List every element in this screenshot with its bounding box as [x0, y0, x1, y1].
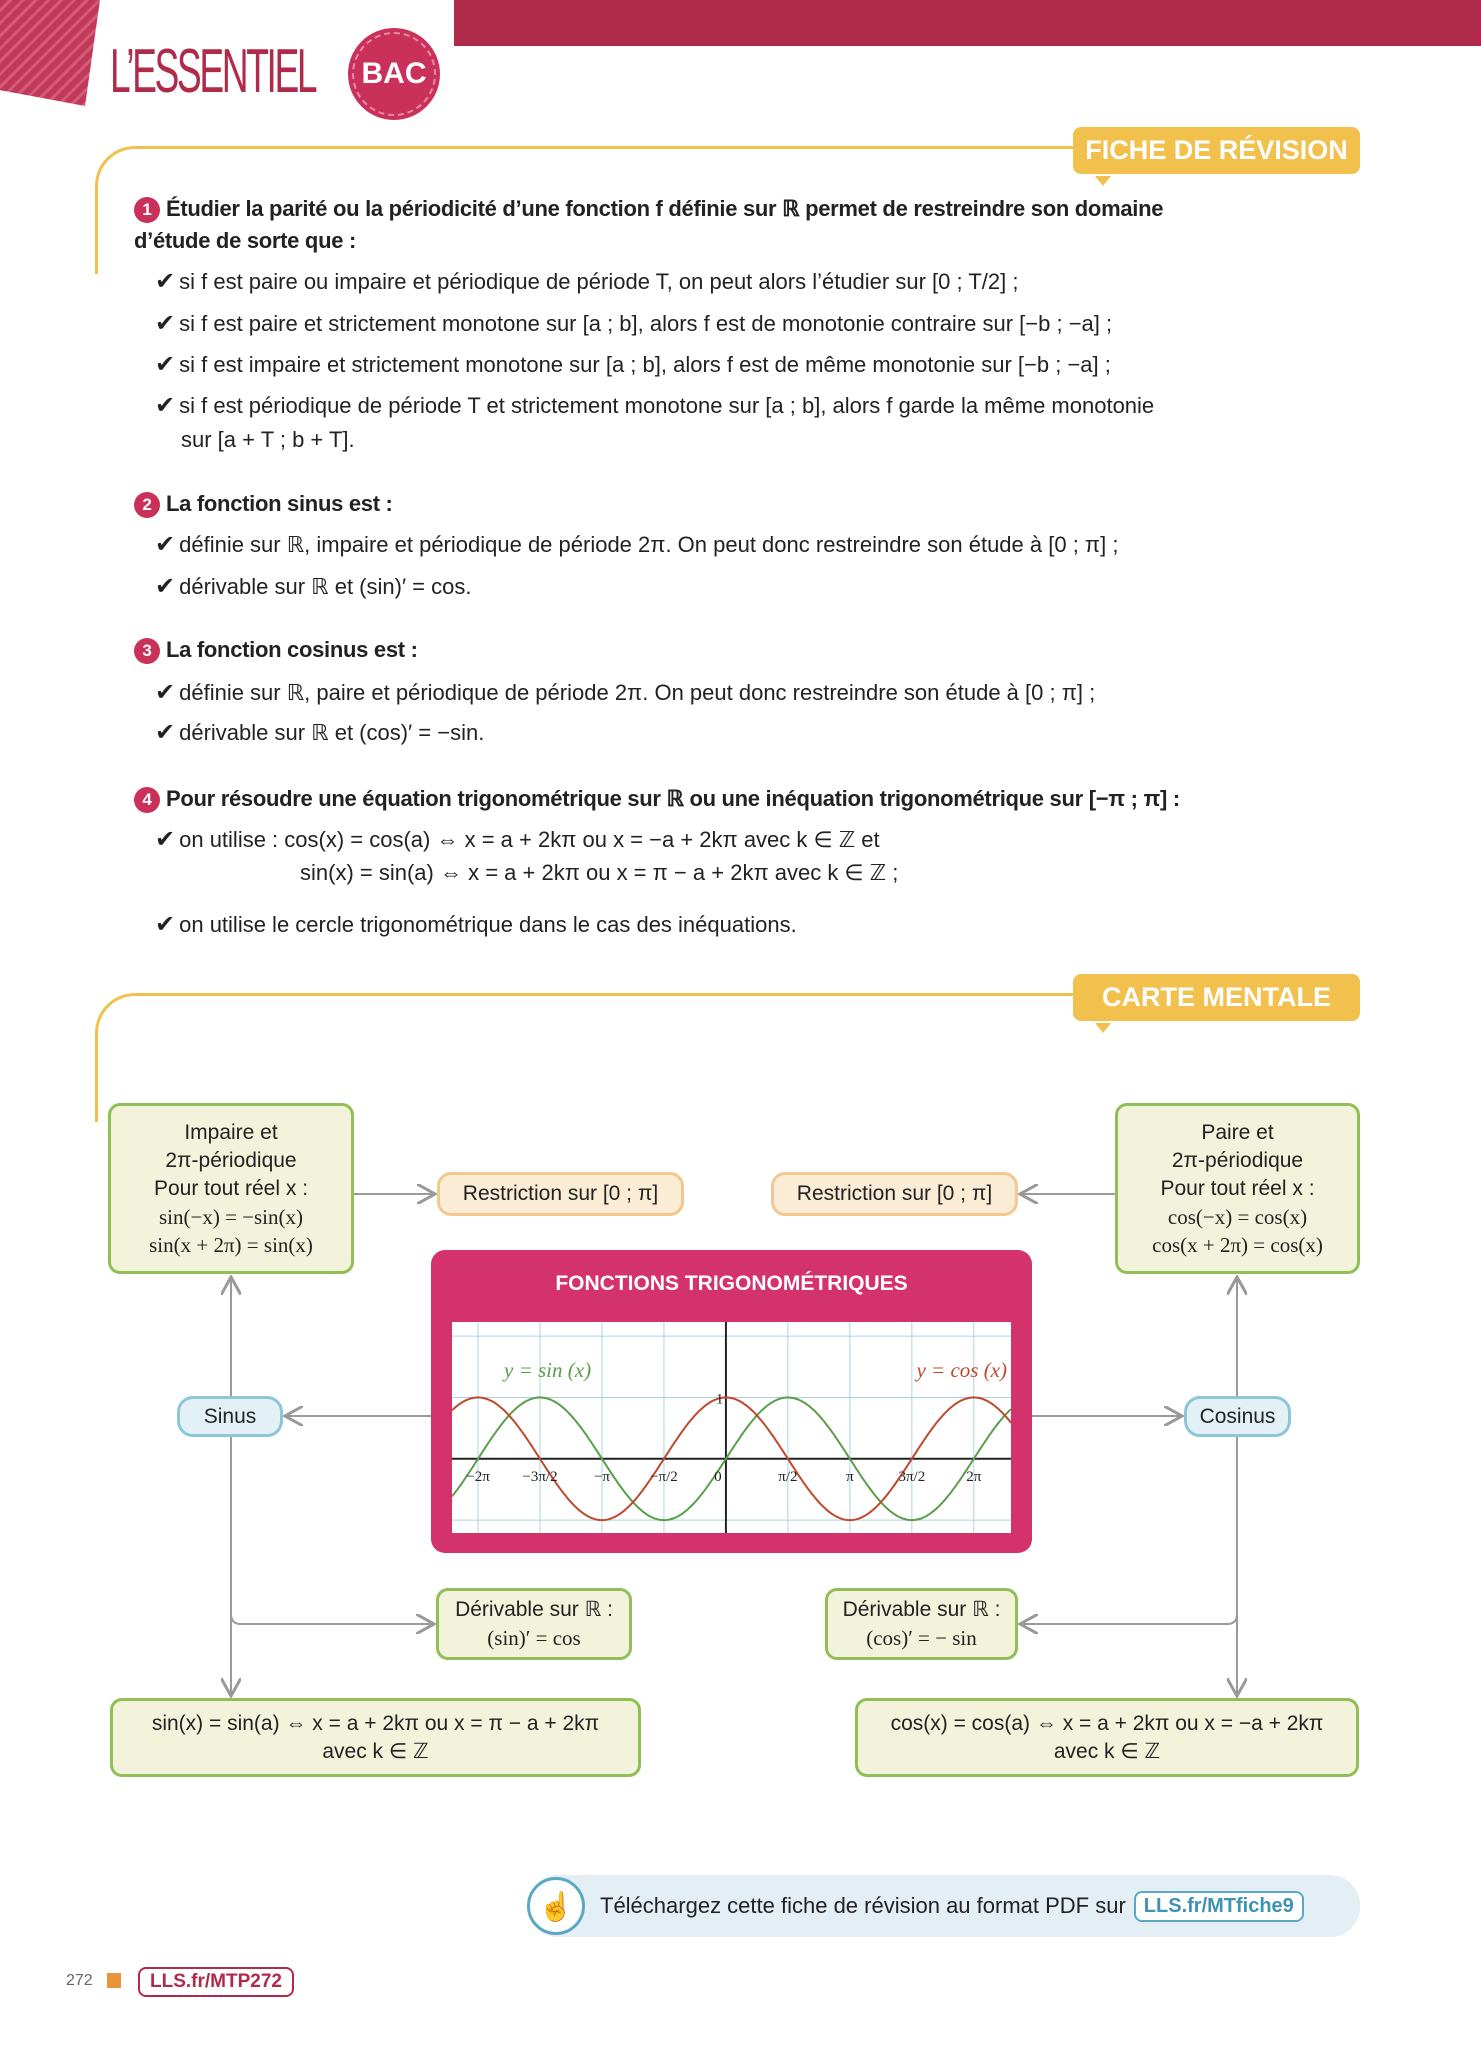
cosine-equation-box: [855, 1698, 1359, 1777]
cosinus-node: Cosinus: [1184, 1396, 1291, 1437]
box-line: Pour tout réel x :: [153, 1176, 309, 1200]
banner-link[interactable]: LLS.fr/MTfiche9: [1134, 1891, 1304, 1922]
box-line: Impaire et: [184, 1120, 278, 1144]
banner-row: [600, 1875, 1304, 1937]
section-title-text: La fonction cosinus est :: [166, 637, 418, 662]
bac-badge: BAC: [352, 32, 436, 116]
check-icon: ✔: [155, 679, 176, 706]
series-label-sin: y = sin (x): [504, 1358, 592, 1383]
trig-chart: [452, 1322, 1011, 1533]
section-number: 3: [134, 638, 160, 664]
check-icon: ✔: [155, 531, 176, 558]
box-line: avec k ∈ ℤ: [322, 1739, 429, 1763]
list-item-text: si f est paire et strictement monotone sur [a ; b], alors f est de monotonie contraire sur [−b ; −a] ;: [179, 311, 1113, 336]
x-tick-label: π: [846, 1468, 854, 1485]
section-number: 1: [134, 197, 160, 223]
list-item-text: si f est impaire et strictement monotone sur [a ; b], alors f est de même monotonie sur [−b ; −a] ;: [179, 352, 1111, 377]
list-item-text: dérivable sur ℝ et (sin)′ = cos.: [179, 574, 472, 599]
restriction-left: Restriction sur [0 ; π]: [437, 1172, 684, 1216]
section-1-title-cont: d’étude de sorte que :: [134, 228, 356, 253]
banner-text: Téléchargez cette fiche de révision au format PDF sur: [600, 1893, 1126, 1918]
restriction-right: Restriction sur [0 ; π]: [771, 1172, 1018, 1216]
check-icon: ✔: [155, 392, 176, 419]
list-item-text: dérivable sur ℝ et (cos)′ = −sin.: [179, 720, 485, 745]
sine-derivative-box: [436, 1588, 632, 1660]
y-tick-label: 1: [715, 1391, 724, 1408]
touch-hand-icon: ☝: [527, 1877, 585, 1935]
x-tick-label: 2π: [966, 1468, 982, 1485]
list-item-text: on utilise le cercle trigonométrique dans le cas des inéquations.: [179, 912, 797, 937]
section-title-text: Pour résoudre une équation trigonométrique sur ℝ ou une inéquation trigonométrique sur [−π ; π] :: [166, 786, 1180, 811]
check-icon: ✔: [155, 351, 176, 378]
box-line: sin(−x) = −sin(x): [158, 1204, 304, 1229]
x-tick-label: 0: [714, 1468, 722, 1485]
list-item-text: définie sur ℝ, impaire et périodique de période 2π. On peut donc restreindre son étude à [0 ; π] ;: [179, 532, 1119, 557]
page-marker: [107, 1973, 121, 1988]
box-line: Dérivable sur ℝ :: [842, 1598, 1001, 1621]
check-icon: ✔: [155, 268, 176, 295]
box-line: Paire et: [1201, 1120, 1274, 1144]
x-tick-label: 3π/2: [898, 1468, 926, 1485]
x-tick-label: π/2: [778, 1468, 798, 1485]
check-icon: ✔: [155, 826, 176, 853]
check-icon: ✔: [155, 310, 176, 337]
section-number: 2: [134, 492, 160, 518]
box-line: 2π-périodique: [165, 1148, 297, 1172]
check-icon: ✔: [155, 719, 176, 746]
sine-properties-box: [108, 1103, 354, 1274]
section-title-text: Étudier la parité ou la périodicité d’une fonction f définie sur ℝ permet de restreindre son domaine: [166, 196, 1164, 221]
box-line: cos(−x) = cos(x): [1167, 1204, 1308, 1229]
series-label-cos: y = cos (x): [916, 1358, 1007, 1383]
chart-title: FONCTIONS TRIGONOMÉTRIQUES: [555, 1272, 908, 1295]
box-line: cos(x + 2π) = cos(x): [1152, 1232, 1323, 1257]
cosine-properties-box: [1115, 1103, 1360, 1274]
check-icon: ✔: [155, 573, 176, 600]
x-tick-label: −2π: [466, 1468, 490, 1485]
box-line: cos(x) = cos(a) ⇔ x = a + 2kπ ou x = −a + 2kπ: [890, 1711, 1324, 1735]
x-tick-label: −π: [593, 1468, 610, 1485]
box-line: 2π-périodique: [1171, 1148, 1304, 1172]
list-item-text: définie sur ℝ, paire et périodique de période 2π. On peut donc restreindre son étude à [0 ; π] ;: [179, 680, 1096, 705]
box-line: avec k ∈ ℤ: [1053, 1739, 1161, 1763]
box-line: Pour tout réel x :: [1160, 1176, 1315, 1200]
x-tick-label: −π/2: [650, 1468, 678, 1485]
section-title-text: La fonction sinus est :: [166, 491, 393, 516]
box-line: sin(x) = sin(a) ⇔ x = a + 2kπ ou x = π − a + 2kπ: [151, 1711, 600, 1735]
chart-panel: [431, 1250, 1032, 1553]
page-link[interactable]: LLS.fr/MTP272: [138, 1967, 294, 1997]
arrow: [231, 1580, 434, 1624]
list-item-text: on utilise : cos(x) = cos(a) ⇔ x = a + 2kπ ou x = −a + 2kπ avec k ∈ ℤ et: [179, 827, 880, 852]
arrow: [1020, 1580, 1237, 1624]
tab-fiche-revision: FICHE DE RÉVISION: [1073, 127, 1360, 174]
page-number: 272: [66, 1972, 93, 1989]
section-number: 4: [134, 787, 160, 813]
sine-equation-box: [110, 1698, 641, 1777]
list-item-cont: sur [a + T ; b + T].: [181, 427, 355, 452]
list-item-text: si f est périodique de période T et strictement monotone sur [a ; b], alors f garde la même monotonie: [179, 393, 1155, 418]
sinus-node: Sinus: [177, 1396, 283, 1437]
logo-title: L’ESSENTIEL: [110, 37, 316, 106]
box-line: sin(x + 2π) = sin(x): [149, 1232, 313, 1257]
box-line: (cos)′ = − sin: [866, 1626, 977, 1650]
list-item-text: si f est paire ou impaire et périodique de période T, on peut alors l’étudier sur [0 ; T/2] ;: [179, 269, 1019, 294]
plot-area: [452, 1322, 1011, 1533]
list-item-cont: sin(x) = sin(a) ⇔ x = a + 2kπ ou x = π − a + 2kπ avec k ∈ ℤ ;: [300, 860, 899, 885]
box-line: (sin)′ = cos: [487, 1626, 581, 1650]
cosine-derivative-box: [825, 1588, 1018, 1660]
tab-carte-mentale: CARTE MENTALE: [1073, 974, 1360, 1021]
box-line: Dérivable sur ℝ :: [455, 1598, 613, 1621]
check-icon: ✔: [155, 911, 176, 938]
x-tick-label: −3π/2: [522, 1468, 558, 1485]
